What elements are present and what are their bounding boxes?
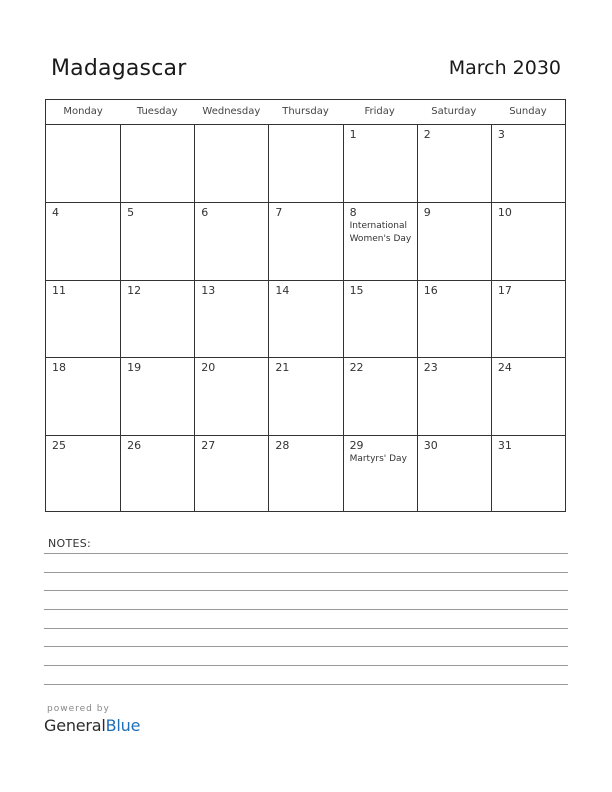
- day-cell[interactable]: [417, 125, 491, 202]
- weekday-tuesday: Tuesday: [136, 106, 178, 117]
- week-row: [46, 357, 565, 434]
- logo-general-text: General: [44, 716, 106, 735]
- day-cell[interactable]: [194, 358, 268, 434]
- day-number: 1: [349, 128, 357, 141]
- day-cell[interactable]: [120, 281, 194, 357]
- day-cell[interactable]: [46, 436, 120, 512]
- notes-label: NOTES:: [48, 537, 92, 550]
- day-cell[interactable]: [194, 436, 268, 512]
- day-number: 14: [275, 283, 290, 297]
- day-number: 28: [275, 438, 290, 452]
- weekday-friday: Friday: [364, 106, 395, 117]
- day-number: 2: [423, 128, 431, 141]
- weekday-header-row: [46, 100, 565, 125]
- day-number: 24: [497, 361, 512, 375]
- day-cell[interactable]: [194, 281, 268, 357]
- week-row: [46, 125, 565, 202]
- notes-line: [44, 572, 568, 573]
- day-number: 20: [201, 361, 216, 375]
- week-row: [46, 202, 565, 279]
- notes-line: [44, 590, 568, 591]
- day-cell[interactable]: [491, 358, 565, 434]
- notes-line: [44, 665, 568, 666]
- weekday-sunday: Sunday: [509, 106, 547, 117]
- day-number: 26: [127, 438, 142, 452]
- day-number: 6: [201, 206, 209, 220]
- day-cell[interactable]: [120, 125, 194, 202]
- day-number: 22: [349, 361, 364, 375]
- day-number: 25: [52, 438, 66, 452]
- day-cell[interactable]: [343, 125, 417, 202]
- day-cell[interactable]: [491, 125, 565, 202]
- day-number: 11: [52, 283, 66, 297]
- day-cell[interactable]: [194, 125, 268, 202]
- holiday-label: Martyrs' Day: [349, 453, 407, 464]
- day-cell[interactable]: [46, 125, 120, 202]
- notes-line: [44, 684, 568, 685]
- day-cell[interactable]: [417, 203, 491, 279]
- day-number: 15: [349, 283, 364, 297]
- day-number: 19: [127, 361, 142, 375]
- calendar-grid: [45, 99, 566, 512]
- day-cell[interactable]: [120, 358, 194, 434]
- weekday-thursday: Thursday: [282, 106, 329, 117]
- day-cell[interactable]: [343, 203, 417, 279]
- day-number: 9: [423, 206, 431, 220]
- day-cell[interactable]: [417, 436, 491, 512]
- day-cell[interactable]: [46, 281, 120, 357]
- day-number: 5: [127, 206, 135, 220]
- day-cell[interactable]: [120, 436, 194, 512]
- day-number: 23: [423, 361, 438, 375]
- day-number: 12: [127, 283, 142, 297]
- logo-blue-text: Blue: [105, 716, 141, 735]
- day-number: 10: [497, 206, 512, 220]
- weekday-saturday: Saturday: [431, 106, 477, 117]
- day-number: 8: [349, 206, 357, 220]
- day-number: 31: [497, 438, 512, 452]
- day-number: 17: [497, 283, 512, 297]
- day-cell[interactable]: [491, 203, 565, 279]
- day-cell[interactable]: [343, 358, 417, 434]
- weekday-monday: Monday: [63, 106, 103, 117]
- day-number: 21: [275, 361, 290, 375]
- week-row: [46, 435, 565, 512]
- country-title: Madagascar: [51, 56, 187, 81]
- day-number: 16: [423, 283, 438, 297]
- day-cell[interactable]: [46, 203, 120, 279]
- day-number: 3: [497, 128, 505, 141]
- day-cell[interactable]: [120, 203, 194, 279]
- day-cell[interactable]: [491, 436, 565, 512]
- day-cell[interactable]: [343, 281, 417, 357]
- weeks-container: [46, 125, 565, 512]
- notes-line: [44, 628, 568, 629]
- day-number: 30: [423, 438, 438, 452]
- holiday-label: International Women's Day: [349, 221, 412, 244]
- day-number: 13: [201, 283, 216, 297]
- day-cell[interactable]: [417, 358, 491, 434]
- notes-line: [44, 609, 568, 610]
- day-cell[interactable]: [268, 281, 342, 357]
- week-row: [46, 280, 565, 357]
- day-cell[interactable]: [194, 203, 268, 279]
- day-cell[interactable]: [268, 203, 342, 279]
- weekday-wednesday: Wednesday: [202, 106, 261, 117]
- day-number: 29: [349, 438, 364, 452]
- day-cell[interactable]: [491, 281, 565, 357]
- day-number: 27: [201, 438, 216, 452]
- day-cell[interactable]: [343, 436, 417, 512]
- day-number: 4: [52, 206, 59, 220]
- notes-line: [44, 553, 568, 554]
- powered-by-label: powered by: [47, 704, 110, 714]
- day-cell[interactable]: [268, 125, 342, 202]
- generalblue-logo[interactable]: [44, 716, 140, 735]
- day-cell[interactable]: [46, 358, 120, 434]
- day-cell[interactable]: [268, 436, 342, 512]
- day-cell[interactable]: [268, 358, 342, 434]
- notes-line: [44, 646, 568, 647]
- month-year-title: March 2030: [448, 57, 561, 79]
- day-cell[interactable]: [417, 281, 491, 357]
- day-number: 7: [275, 206, 283, 220]
- day-number: 18: [52, 361, 66, 375]
